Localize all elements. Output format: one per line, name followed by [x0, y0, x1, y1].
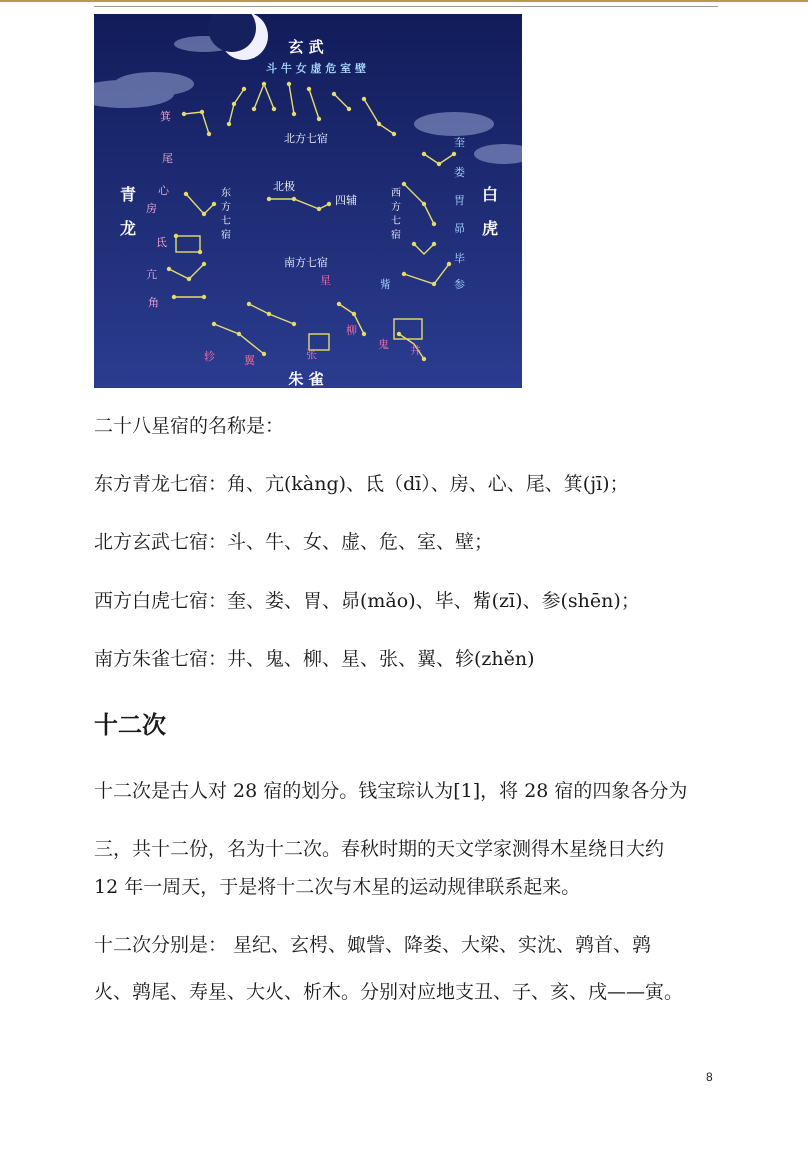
star-label-kang: 亢: [146, 268, 157, 281]
label-east-dir-1: 青: [119, 185, 137, 204]
star-map: [94, 14, 522, 388]
label-south-group: 南方七宿: [284, 256, 328, 269]
label-west-dir-2: 虎: [481, 219, 499, 238]
star-label-gui: 鬼: [378, 338, 389, 351]
star-label-zhen: 轸: [204, 350, 215, 363]
star-label-zhang: 张: [306, 348, 317, 361]
east-mansions-line: 东方青龙七宿：角、亢(kàng)、氐（dī）、房、心、尾、箕(jī)；: [94, 473, 629, 495]
paragraph2-line1: 十二次分别是： 星纪、玄枵、娵訾、降娄、大梁、实沈、鹑首、鹑: [94, 934, 652, 956]
star-label-bi: 毕: [454, 252, 465, 265]
north-mansions-line: 北方玄武七宿：斗、牛、女、虚、危、室、壁；: [94, 531, 494, 553]
star-label-di: 氐: [156, 236, 167, 249]
star-label-jing: 井: [410, 344, 421, 357]
label-north-mansions: 斗 牛 女 虚 危 室 壁: [266, 62, 366, 75]
intro-line: 二十八星宿的名称是：: [94, 415, 285, 437]
label-sifu: 四辅: [335, 194, 357, 207]
page-number: 8: [706, 1070, 713, 1084]
star-label-kui: 奎: [454, 136, 465, 149]
paragraph2-line2: 火、鹑尾、寿星、大火、析木。分别对应地支丑、子、亥、戌——寅。: [94, 981, 684, 1003]
label-east-group-2: 方: [221, 202, 231, 213]
label-south-direction: 朱 雀: [288, 370, 324, 388]
star-label-liu: 柳: [346, 324, 357, 337]
label-east-group-1: 东: [221, 188, 231, 199]
header-rule: [94, 6, 718, 7]
paragraph1-line1: 十二次是古人对 28 宿的划分。钱宝琮认为[1]，将 28 宿的四象各分为: [94, 780, 688, 802]
star-label-zi: 觜: [380, 278, 391, 291]
label-west-group-1: 西: [391, 188, 401, 199]
star-label-fang: 房: [146, 202, 157, 215]
label-west-group-4: 宿: [391, 230, 401, 241]
paragraph1-line3: 12 年一周天，于是将十二次与木星的运动规律联系起来。: [94, 876, 581, 898]
star-label-xing: 星: [320, 274, 331, 287]
label-north-group: 北方七宿: [284, 132, 328, 145]
paragraph1-line2: 三，共十二份，名为十二次。春秋时期的天文学家测得木星绕日大约: [94, 838, 665, 860]
star-label-ji: 箕: [160, 110, 171, 123]
star-label-xin: 心: [158, 184, 169, 197]
label-east-dir-2: 龙: [119, 219, 137, 238]
star-label-wei: 尾: [162, 152, 173, 165]
star-label-jiao: 角: [148, 296, 159, 309]
star-label-mao: 昴: [454, 222, 465, 235]
header-gold-rule: [0, 0, 808, 2]
label-west-dir-1: 白: [481, 185, 499, 204]
star-label-shen: 参: [454, 278, 465, 291]
west-mansions-line: 西方白虎七宿：奎、娄、胃、昴(mǎo)、毕、觜(zī)、参(shēn)；: [94, 590, 640, 612]
label-east-group-4: 宿: [221, 230, 231, 241]
star-label-lou: 娄: [454, 166, 465, 179]
star-label-wei2: 胃: [454, 194, 465, 207]
section-heading: 十二次: [94, 710, 166, 739]
constellation-figure: [94, 14, 522, 388]
label-east-group-3: 七: [221, 216, 231, 227]
label-west-group-3: 七: [391, 216, 401, 227]
label-west-group-2: 方: [391, 202, 401, 213]
label-beiji: 北极: [273, 180, 295, 193]
label-north-direction: 玄 武: [288, 38, 324, 56]
star-label-yi: 翼: [244, 354, 255, 367]
south-mansions-line: 南方朱雀七宿：井、鬼、柳、星、张、翼、轸(zhěn): [94, 648, 535, 670]
